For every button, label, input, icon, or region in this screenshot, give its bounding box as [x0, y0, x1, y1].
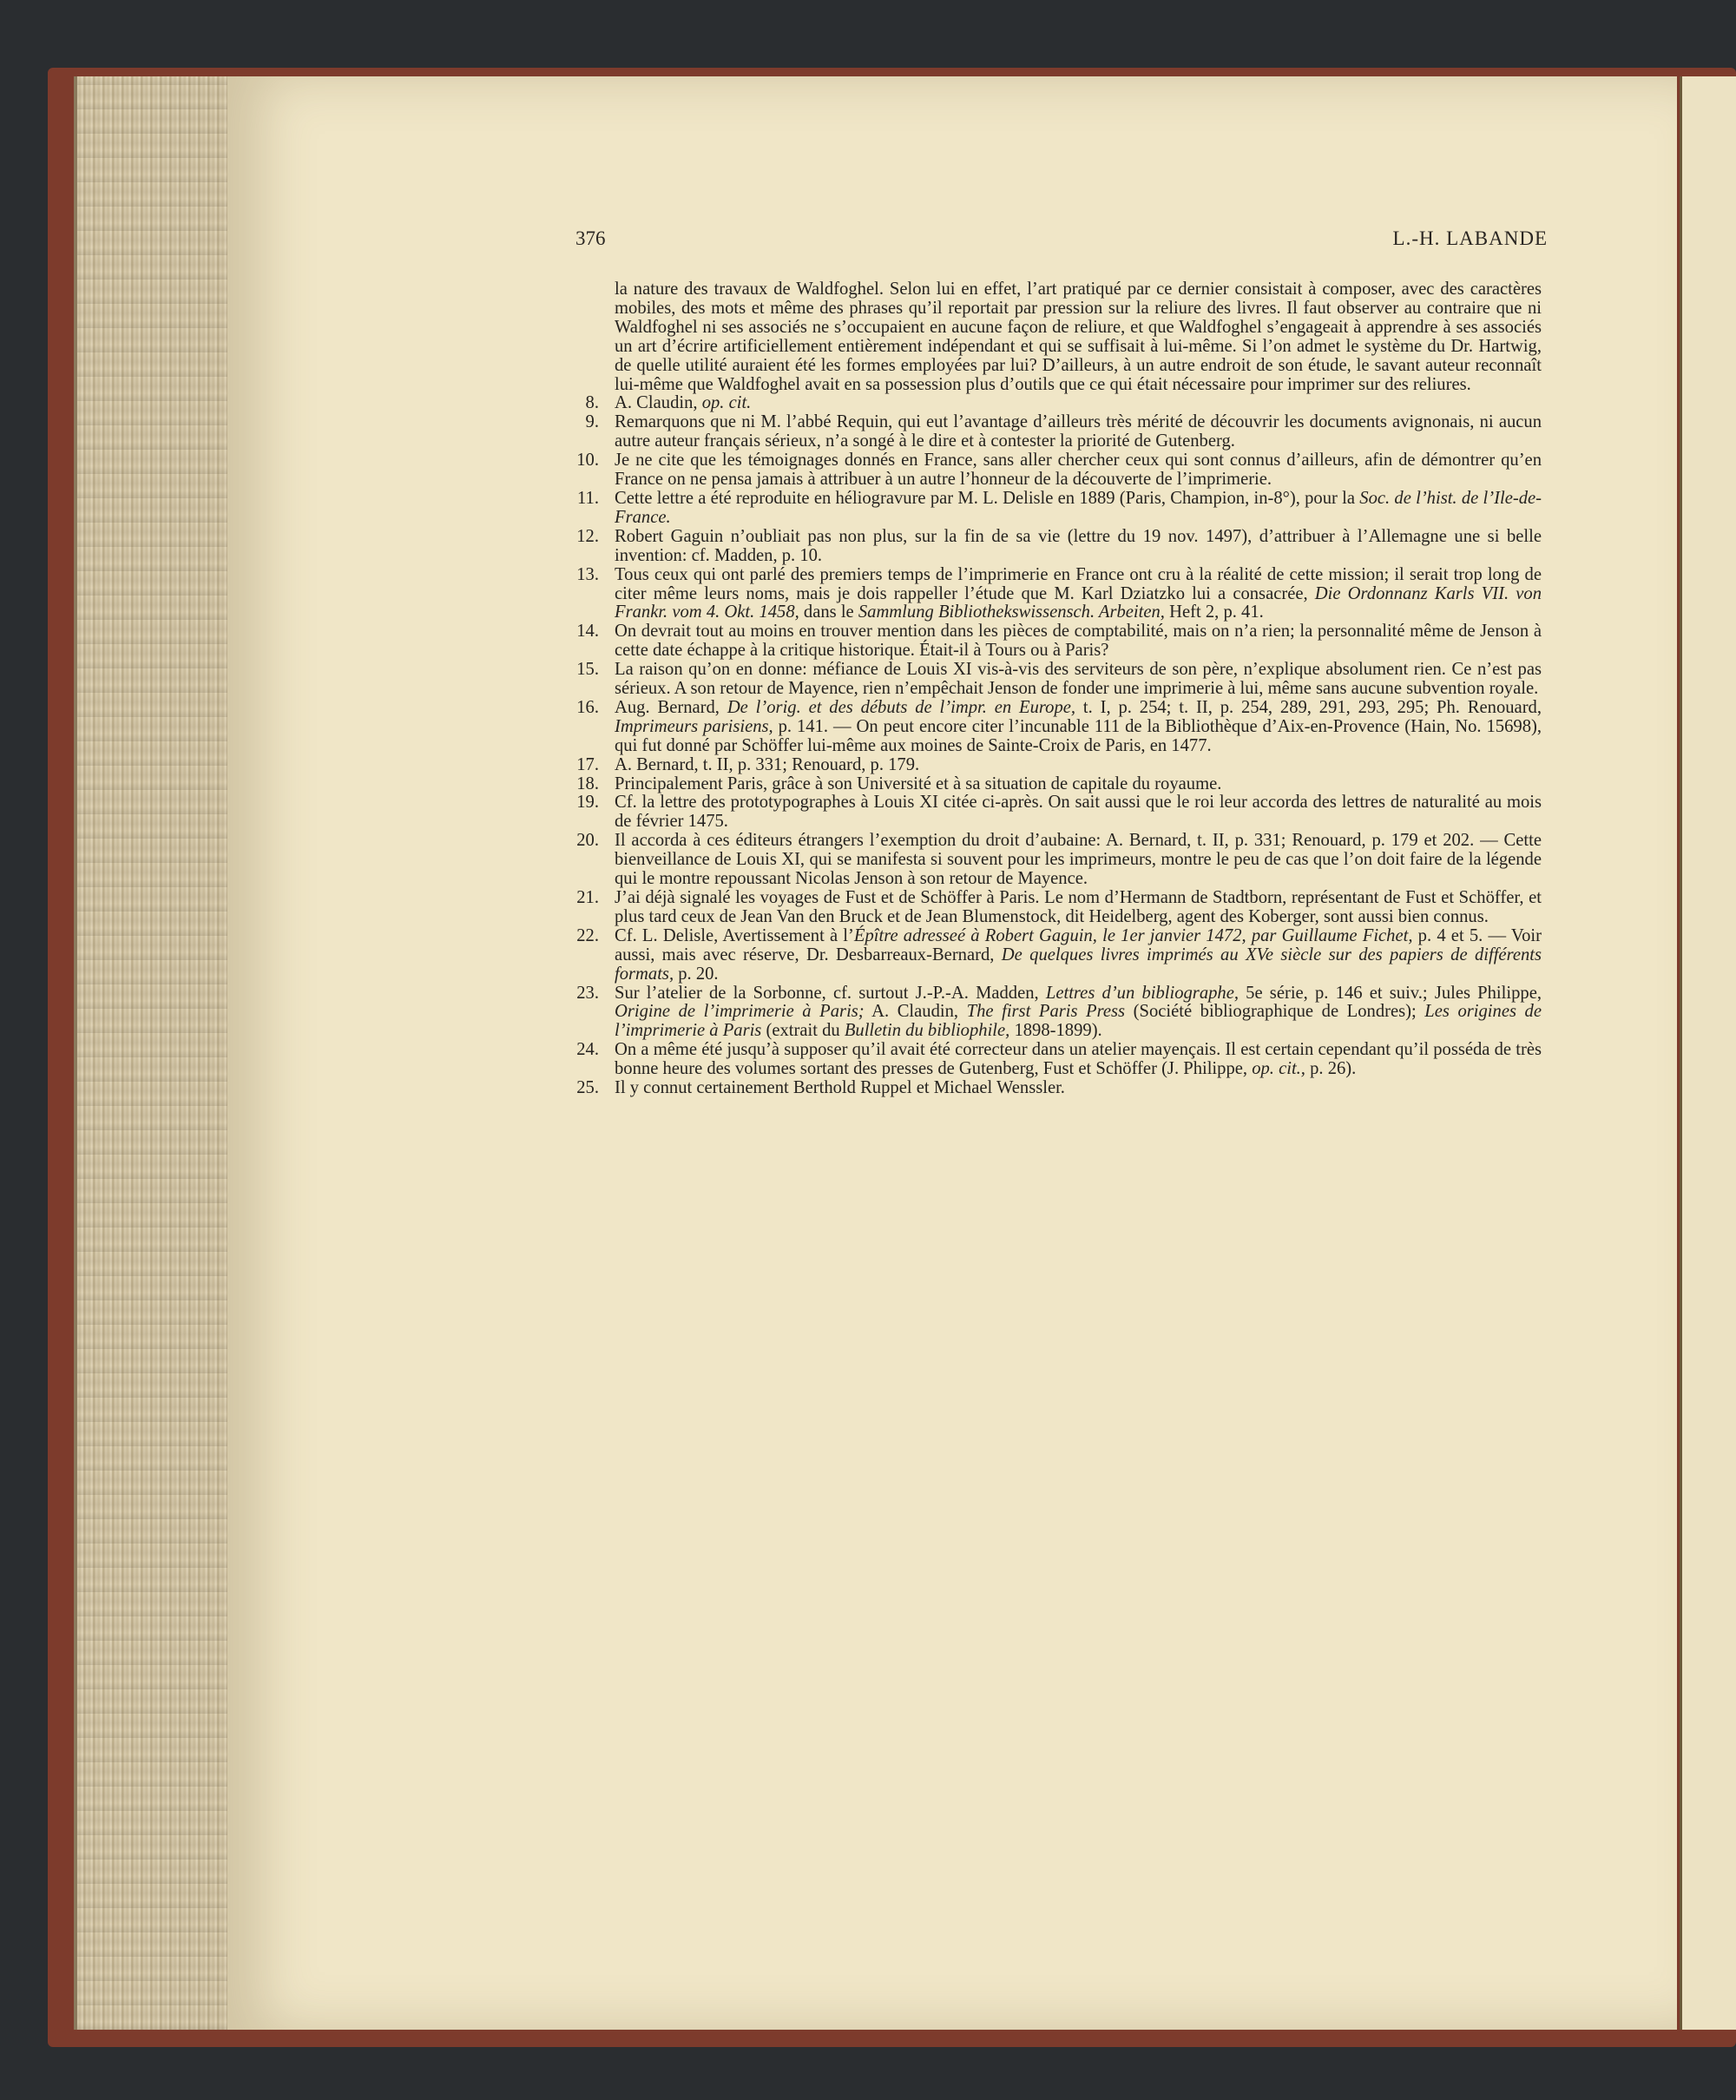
- footnote-text: Je ne cite que les témoignages donnés en France, sans aller chercher ceux qui sont connus d’ailleurs, afin de démontrer qu’en France on ne pensa jamais à attribuer à un autre l’honneur de la découverte de l’imprimerie.: [615, 451, 1542, 490]
- footnote-text: Robert Gaguin n’oubliait pas non plus, sur la fin de sa vie (lettre du 19 nov. 1497), d’attribuer à l’Allemagne une si belle invention: cf. Madden, p. 10.: [615, 526, 1542, 565]
- footnote-text: J’ai déjà signalé les voyages de Fust et de Schöffer à Paris. Le nom d’Hermann de Stadtborn, représentant de Fust et Schöffer, et plus tard ceux de Jean Van den Bruck et de Jean Blumenstock, dit Heidelberg, agent des Koberger, sont aussi bien connus.: [615, 888, 1542, 926]
- footnote: [566, 413, 1542, 451]
- footnote: [566, 699, 1542, 756]
- footnote-number: 25.: [576, 1078, 599, 1098]
- footnote-text: (Société bibliographique de Londres);: [1125, 1002, 1425, 1022]
- footnote-text: Die Ordonnanz Karls VII. von Frankr. vom 4. Okt. 1458,: [615, 583, 1542, 622]
- footnote-text: op. cit.,: [1252, 1059, 1305, 1079]
- footnote-text: Épître adresseé à Robert Gaguin, le 1er janvier 1472, par Guillaume Fichet,: [853, 925, 1413, 945]
- footnote-number: 13.: [576, 564, 599, 584]
- footnote-number: 22.: [576, 925, 599, 945]
- footnote-text: Imprimeurs parisiens,: [615, 716, 773, 736]
- footnote-number: 8.: [585, 393, 599, 413]
- footnote-text: Aug. Bernard,: [615, 697, 727, 717]
- footnote-number: 19.: [576, 793, 599, 813]
- footnote: [566, 451, 1542, 490]
- footnote-text: The first Paris Press: [966, 1002, 1126, 1022]
- footnote-text: A. Bernard, t. II, p. 331; Renouard, p. 179.: [615, 754, 920, 774]
- footnote: [566, 528, 1542, 566]
- footnote-text: Sammlung Bibliothekswissensch. Arbeiten,: [858, 602, 1165, 622]
- footnote: [566, 394, 1542, 413]
- footnote: [566, 775, 1542, 794]
- footnote-text: Origine de l’imprimerie à Paris;: [615, 1002, 865, 1022]
- page-number: 376: [575, 227, 606, 249]
- footnote-number: 24.: [576, 1040, 599, 1060]
- footnote: [566, 793, 1542, 832]
- footnote-text: Cf. la lettre des prototypographes à Louis XI citée ci-après. On sait aussi que le roi leur accorda des lettres de naturalité au mois de février 1475.: [615, 793, 1542, 832]
- footnote-text: Bulletin du bibliophile,: [844, 1021, 1010, 1041]
- footnote-number: 23.: [576, 983, 599, 1003]
- page-header: [575, 227, 1548, 262]
- footnote-number: 12.: [576, 526, 599, 546]
- footnote-text: De quelques livres imprimés au XVe siècle sur des papiers de différents formats,: [615, 945, 1542, 984]
- footnote: [566, 1041, 1542, 1079]
- footnote-number: 16.: [576, 697, 599, 717]
- footnote-text: Lettres d’un bibliographe,: [1045, 983, 1239, 1003]
- footnote-number: 18.: [576, 774, 599, 793]
- footnote-text: Il accorda à ces éditeurs étrangers l’exemption du droit d’aubaine: A. Bernard, t. II, p. 331; Renouard, p. 179 et 202. — Cette bienveillance de Louis XI, qui se manifesta si souvent pour les imprimeurs, montre le peu de cas que l’on doit faire de la légende qui le montre repoussant Nicolas Jenson à son retour de Mayence.: [615, 831, 1542, 889]
- footnote-text: dans le: [799, 602, 858, 622]
- footnote: [566, 756, 1542, 775]
- footnote: [566, 661, 1542, 699]
- footnote-text: Remarquons que ni M. l’abbé Requin, qui eut l’avantage d’ailleurs très mérité de découvrir les documents avignonais, ni aucun autre auteur français sérieux, n’a songé à le dire et à contester la priorité de Gutenberg.: [615, 412, 1542, 451]
- footnote-text: 1898-1899).: [1009, 1021, 1102, 1041]
- footnote-text: (extrait du: [761, 1021, 845, 1041]
- footnote: [566, 490, 1542, 528]
- footnotes: [566, 280, 1542, 1098]
- footnote-text: Principalement Paris, grâce à son Université et à sa situation de capitale du royaume.: [615, 774, 1222, 793]
- footnote-number: 9.: [585, 412, 599, 432]
- footnote-text: Il y connut certainement Berthold Ruppel et Michael Wenssler.: [615, 1078, 1065, 1098]
- footnote-text: On a même été jusqu’à supposer qu’il avait été correcteur dans un atelier mayençais. Il est certain cependant qu’il posséda de très bonne heure des volumes sortant des presses de Gutenberg, Fust et Schöffer (J. Philippe,: [615, 1040, 1542, 1079]
- footnote: [566, 927, 1542, 984]
- footnote-text: Cf. L. Delisle, Avertissement à l’: [615, 925, 854, 945]
- footnote-text: Soc. de l’hist. de l’Ile-de-France.: [615, 488, 1542, 527]
- footnote-number: 14.: [576, 622, 599, 642]
- footnote-text: 5e série, p. 146 et suiv.; Jules Philippe,: [1239, 983, 1542, 1003]
- footnote-text: p. 20.: [674, 964, 719, 984]
- footnote-text: A. Claudin,: [864, 1002, 967, 1022]
- footnote: [566, 1079, 1542, 1098]
- page-edges: [74, 76, 233, 2030]
- footnote-text: A. Claudin,: [615, 393, 702, 413]
- footnote-text: Heft 2, p. 41.: [1164, 602, 1264, 622]
- footnote-text: p. 4 et 5. — Voir aussi, mais avec réserve, Dr. Desbarreaux-Bernard,: [615, 925, 1542, 964]
- footnote: [566, 889, 1542, 927]
- footnote-text: op. cit.: [701, 393, 752, 413]
- footnote: [566, 566, 1542, 623]
- footnote: [566, 622, 1542, 661]
- footnote-continuation: [566, 280, 1542, 394]
- footnote-text: p. 26).: [1305, 1059, 1357, 1079]
- footnote: [566, 984, 1542, 1042]
- footnote: [566, 832, 1542, 889]
- footnote-number: 11.: [577, 488, 599, 508]
- footnote-text: On devrait tout au moins en trouver mention dans les pièces de comptabilité, mais on n’a rien; la personnalité même de Jenson à cette date échappe à la critique historique. Était-il à Tours ou à Paris?: [615, 622, 1542, 661]
- footnote-text: Cette lettre a été reproduite en héliogravure par M. L. Delisle en 1889 (Paris, Champion, in-8°), pour la: [615, 488, 1360, 508]
- footnote-text: t. I, p. 254; t. II, p. 254, 289, 291, 293, 295; Ph. Renouard,: [1075, 697, 1542, 717]
- footnote-text: Les origines de l’imprimerie à Paris: [615, 1002, 1542, 1041]
- footnote-number: 20.: [576, 831, 599, 851]
- continuation-text: la nature des travaux de Waldfoghel. Selon lui en effet, l’art pratiqué par ce dernier consistait à composer, avec des caractères mobiles, des mots et même des phrases qu’il reportait par pression sur la reliure des livres. Il faut observer au contraire que ni Waldfoghel ni ses associés ne s’occupaient en aucune façon de reliure, et que Waldfoghel s’engageait à apprendre à ses associés un art d’écrire artificiellement entièrement indépendant et qui se suffisait à lui-même. Si l’on admet le système du Dr. Hartwig, de quelle utilité auraient été les formes employées par lui? D’ailleurs, à un autre endroit de son étude, le savant auteur reconnaît lui-même que Waldfoghel avait en sa possession plus d’outils que ce qui était nécessaire pour imprimer sur des reliures.: [615, 280, 1542, 394]
- footnote-text: Tous ceux qui ont parlé des premiers temps de l’imprimerie en France ont cru à la réalité de cette mission; il serait trop long de citer même leurs noms, mais je dois rappeller l’étude que M. Karl Dziatzko lui a consacrée,: [615, 564, 1542, 603]
- footnote-number: 15.: [576, 660, 599, 680]
- footnote-number: 17.: [576, 754, 599, 774]
- footnote-text: De l’orig. et des débuts de l’impr. en Europe,: [727, 697, 1076, 717]
- running-head: L.-H. LABANDE: [1392, 227, 1548, 249]
- footnote-number: 10.: [576, 451, 599, 471]
- footnote-text: Sur l’atelier de la Sorbonne, cf. surtout J.-P.-A. Madden,: [615, 983, 1046, 1003]
- footnote-text: La raison qu’on en donne: méfiance de Louis XI vis-à-vis des serviteurs de son père, n’explique absolument rien. Ce n’est pas sérieux. A son retour de Mayence, rien n’empêchait Jenson de fonder une imprimerie à lui, même sans aucune subvention royale.: [615, 660, 1542, 699]
- facing-page-edge: [1680, 76, 1736, 2030]
- footnote-text: p. 141. — On peut encore citer l’incunable 111 de la Bibliothèque d’Aix-en-Provence (Hain, No. 15698), qui fut donné par Schöffer lui-même aux moines de Sainte-Croix de Paris, en 1477.: [615, 716, 1542, 755]
- footnote-number: 21.: [576, 888, 599, 907]
